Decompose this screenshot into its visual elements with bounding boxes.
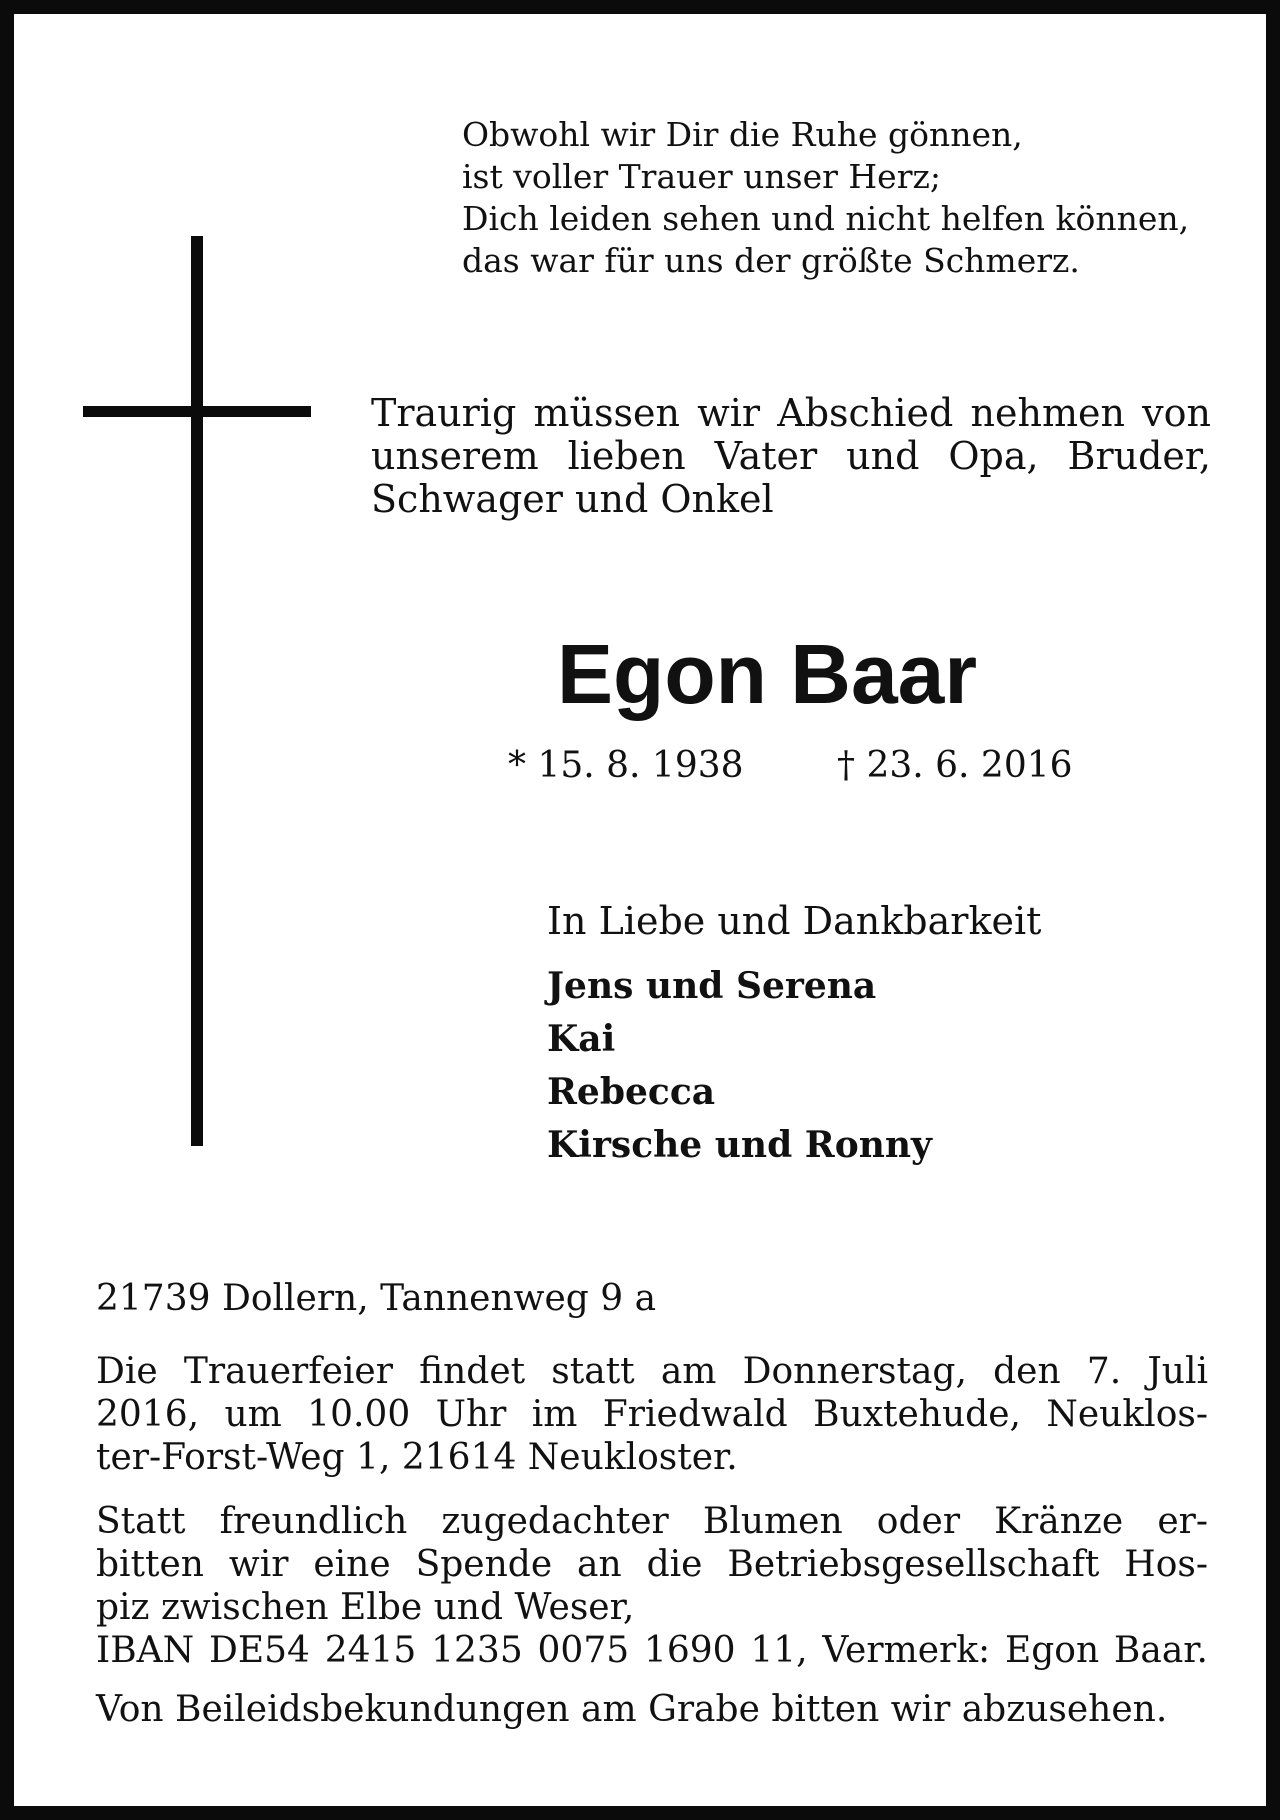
- donation-request: [96, 1500, 1208, 1672]
- cross-vertical-bar: [191, 236, 203, 1146]
- mourner-name: Rebecca: [547, 1071, 716, 1113]
- condolence-note: Von Beileidsbekundungen am Grabe bitten wir abzusehen.: [96, 1689, 1168, 1730]
- poem-line: ist voller Trauer unser Herz;: [462, 157, 941, 196]
- farewell-intro: Traurig müssen wir Abschied nehmen von unserem lieben Vater und Opa, Bruder, Schwager und Onkel: [371, 391, 1211, 521]
- poem-line: Obwohl wir Dir die Ruhe gönnen,: [462, 115, 1023, 154]
- ceremony-line: Die Trauerfeier findet statt am Donnerstag, den 7. Juli: [96, 1351, 1208, 1392]
- cross-horizontal-bar: [83, 406, 311, 417]
- mourner-name: Kai: [547, 1018, 616, 1060]
- dedication-line: In Liebe und Dankbarkeit: [547, 899, 1042, 943]
- mourner-name: Jens und Serena: [547, 965, 877, 1007]
- ceremony-line: 2016, um 10.00 Uhr im Friedwald Buxtehude, Neuklos-: [96, 1394, 1208, 1435]
- ceremony-info: [96, 1350, 1208, 1479]
- poem-line: das war für uns der größte Schmerz.: [462, 241, 1080, 280]
- memorial-poem: [462, 114, 1222, 282]
- donation-iban-line: IBAN DE54 2415 1235 0075 1690 11, Vermerk: Egon Baar.: [96, 1630, 1208, 1671]
- deceased-name: Egon Baar: [557, 627, 978, 721]
- mourner-name: Kirsche und Ronny: [547, 1124, 932, 1166]
- poem-line: Dich leiden sehen und nicht helfen können,: [462, 199, 1190, 238]
- donation-line: piz zwischen Elbe und Weser,: [96, 1587, 635, 1628]
- donation-line: bitten wir eine Spende an die Betriebsgesellschaft Hos-: [96, 1544, 1208, 1585]
- birth-date: * 15. 8. 1938: [508, 745, 744, 786]
- family-address: 21739 Dollern, Tannenweg 9 a: [96, 1278, 657, 1319]
- donation-line: Statt freundlich zugedachter Blumen oder Kränze er-: [96, 1501, 1208, 1542]
- death-date: † 23. 6. 2016: [837, 745, 1073, 786]
- ceremony-line: ter-Forst-Weg 1, 21614 Neukloster.: [96, 1437, 738, 1478]
- mourners-list: [547, 960, 932, 1172]
